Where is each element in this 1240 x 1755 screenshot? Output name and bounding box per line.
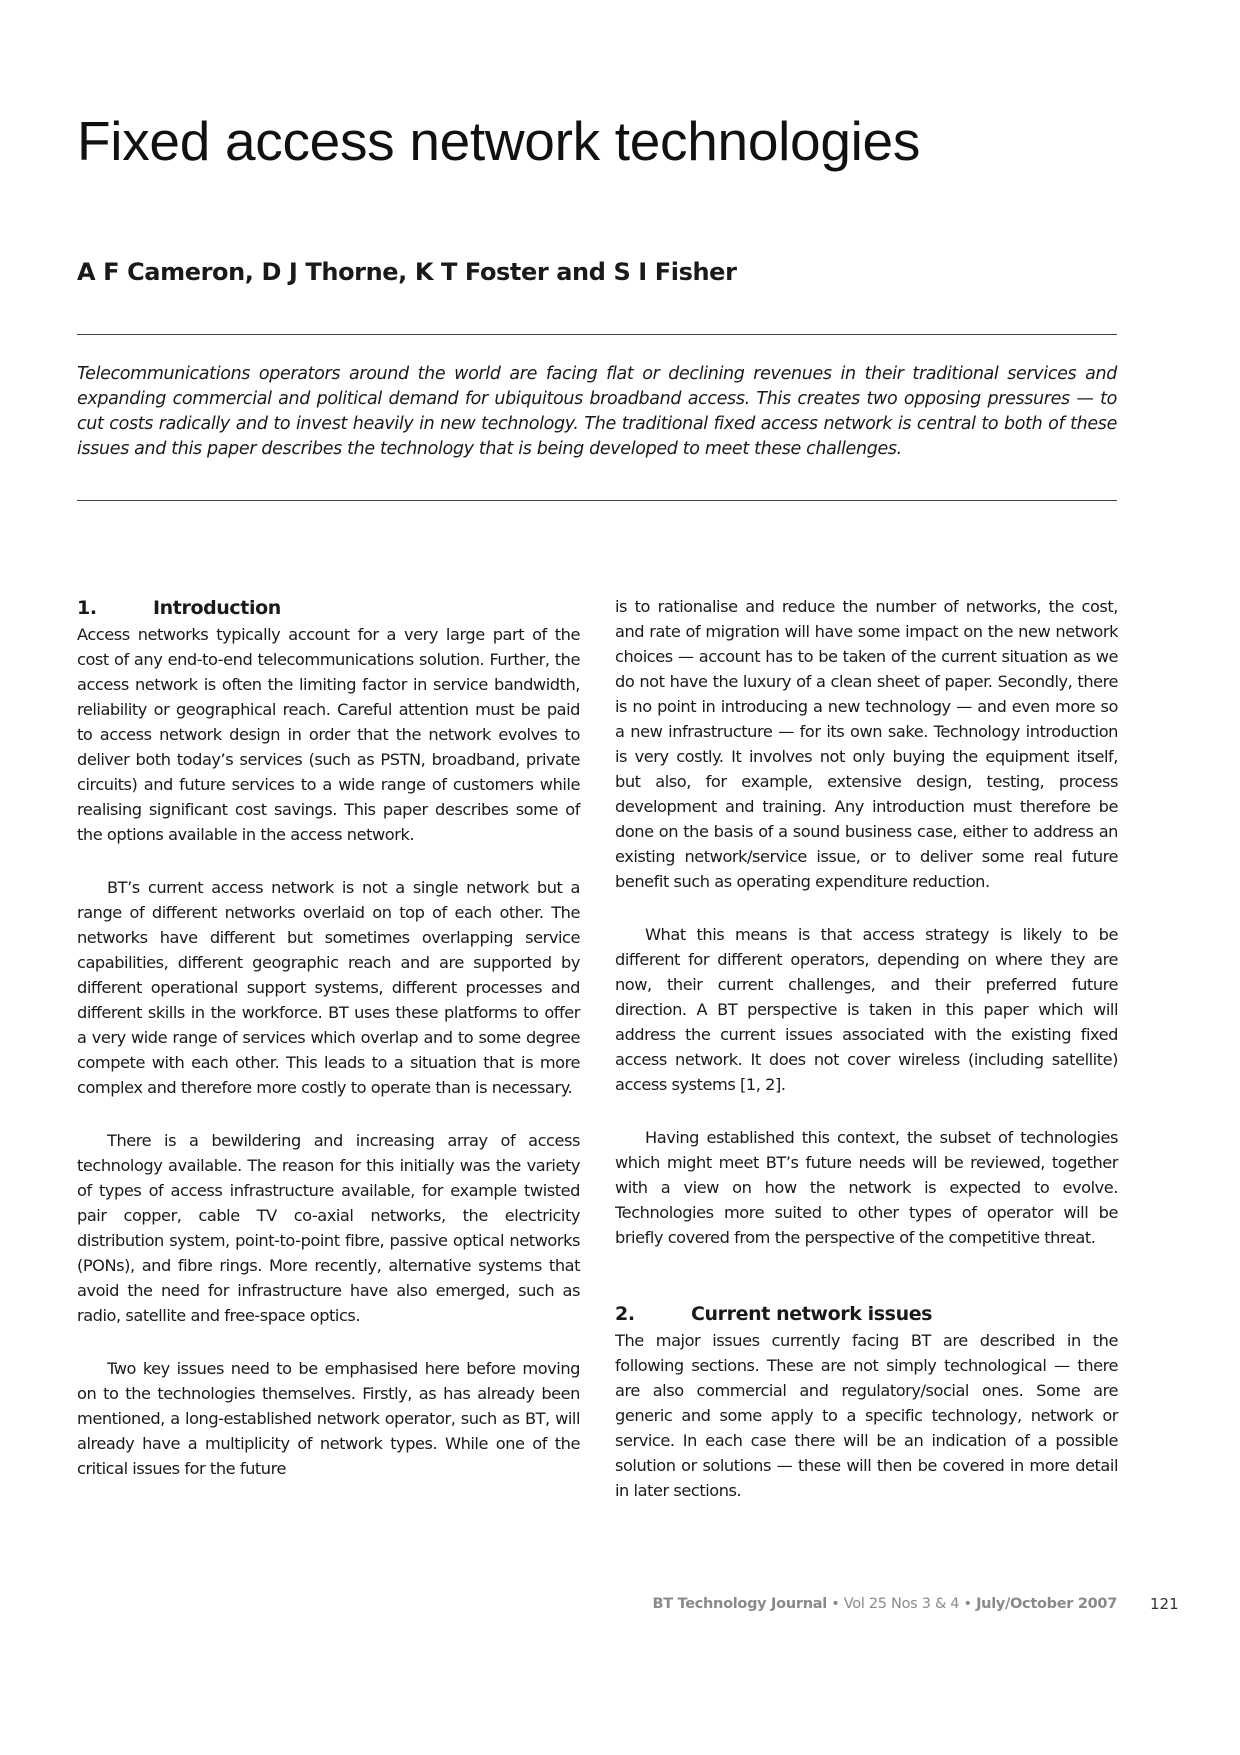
journal-name: BT Technology Journal — [652, 1596, 827, 1612]
section-title: Introduction — [153, 597, 281, 619]
section-title: Current network issues — [691, 1303, 933, 1325]
left-column — [77, 594, 580, 1481]
paragraph: The major issues currently facing BT are described in the following sections. These are not simply technological — there are also commercial and regulatory/social ones. Some are generic and some apply to a specific technology, network or service. In each case there will be an indication of a possible solution or solutions — these will then be covered in more detail in later sections. — [615, 1331, 1118, 1500]
paragraph: Having established this context, the subset of technologies which might meet BT’s future needs will be reviewed, together with a view on how the network is expected to evolve. Technologies more suited to other types of operator will be briefly covered from the perspective of the competitive threat. — [615, 1128, 1118, 1247]
paragraph: What this means is that access strategy is likely to be different for different operators, depending on where they are now, their current challenges, and their preferred future direction. A BT perspective is taken in this paper which will address the current issues associated with the existing fixed access network. It does not cover wireless (including satellite) access systems [1, 2]. — [615, 925, 1118, 1094]
journal-volume: Vol 25 Nos 3 & 4 — [843, 1596, 960, 1612]
journal-footer — [600, 1594, 1117, 1614]
paragraph-continued: is to rationalise and reduce the number of networks, the cost, and rate of migration will have some impact on the new network choices — account has to be taken of the current situation as we do not have the luxury of a clean sheet of paper. Secondly, there is no point in introducing a new technology — and even more so a new infrastructure — for its own sake. Technology introduction is very costly. It involves not only buying the equipment itself, but also, for example, extensive design, testing, process development and training. Any introduction must therefore be done on the basis of a sound business case, either to address an existing network/service issue, or to deliver some real future benefit such as operating expenditure reduction. — [615, 597, 1118, 891]
right-column — [615, 594, 1118, 1503]
section-heading-current-network-issues — [615, 1300, 1118, 1328]
footer-separator: • — [963, 1596, 972, 1612]
section-number: 1. — [77, 597, 97, 619]
paper-title: Fixed access network technologies — [77, 110, 921, 172]
paragraph: There is a bewildering and increasing array of access technology available. The reason for this initially was the variety of types of access infrastructure available, for example twisted pair copper, cable TV co-axial networks, the electricity distribution system, point-to-point fibre, passive optical networks (PONs), and fibre rings. More recently, alternative systems that avoid the need for infrastructure have also emerged, such as radio, satellite and free-space optics. — [77, 1131, 580, 1325]
section-number: 2. — [615, 1303, 635, 1325]
page-number: 121 — [1150, 1595, 1179, 1613]
section-heading-introduction — [77, 594, 580, 622]
author-list: A F Cameron, D J Thorne, K T Foster and S I Fisher — [77, 258, 737, 286]
abstract: Telecommunications operators around the world are facing flat or declining revenues in their traditional services and expanding commercial and political demand for ubiquitous broadband access. This creates two opposing pressures — to cut costs radically and to invest heavily in new technology. The traditional fixed access network is central to both of these issues and this paper describes the technology that is being developed to meet these challenges. — [77, 364, 1117, 459]
paragraph: Access networks typically account for a very large part of the cost of any end-to-end telecommunications solution. Further, the access network is often the limiting factor in service bandwidth, reliability or geographical reach. Careful attention must be paid to access network design in order that the network evolves to deliver both today’s services (such as PSTN, broadband, private circuits) and future services to a wide range of customers while realising significant cost savings. This paper describes some of the options available in the access network. — [77, 625, 580, 844]
footer-separator: • — [831, 1596, 840, 1612]
abstract-bottom-rule — [77, 500, 1117, 501]
paragraph: Two key issues need to be emphasised here before moving on to the technologies themselves. Firstly, as has already been mentioned, a long-established network operator, such as BT, will already have a multiplicity of network types. While one of the critical issues for the future — [77, 1359, 580, 1478]
paragraph: BT’s current access network is not a single network but a range of different networks overlaid on top of each other. The networks have different but sometimes overlapping service capabilities, different geographic reach and are supported by different operational support systems, different processes and different skills in the workforce. BT uses these platforms to offer a very wide range of services which overlap and to some degree compete with each other. This leads to a situation that is more complex and therefore more costly to operate than is necessary. — [77, 878, 580, 1097]
journal-date: July/October 2007 — [976, 1596, 1117, 1612]
abstract-top-rule — [77, 334, 1117, 335]
